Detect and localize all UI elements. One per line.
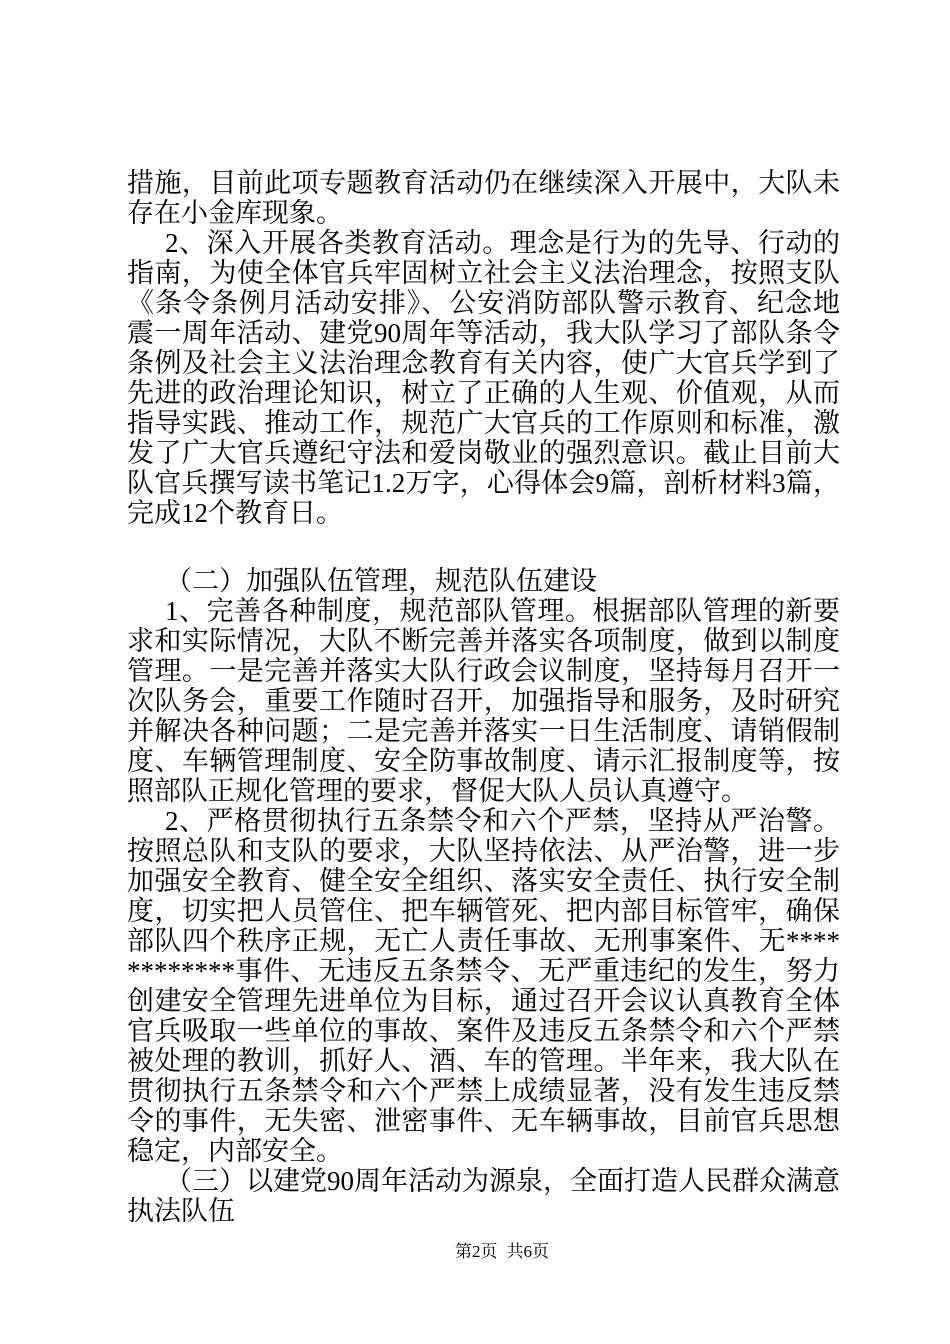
footer-total-pages: 共6页 <box>506 1242 549 1261</box>
page-footer <box>0 1242 950 1262</box>
body-paragraph-strict-discipline: 2、严格贯彻执行五条禁令和六个严禁，坚持从严治警。按照总队和支队的要求，大队坚持依法、从严治警，进一步加强安全教育、健全安全组织、落实安全责任、执行安全制度，切实把人员管住、把车辆管死、把内部目标管牢，确保部队四个秩序正规，无亡人责任事故、无刑事案件、无************事件、无违反五条禁令、无严重违纪的发生，努力创建安全管理先进单位为目标，通过召开会议认真教育全体官兵吸取一些单位的事故、案件及违反五条禁令和六个严禁被处理的教训，抓好人、酒、车的管理。半年来，我大队在贯彻执行五条禁令和六个严禁上成绩显著，没有发生违反禁令的事件，无失密、泄密事件、无车辆事故，目前官兵思想稳定，内部安全。 <box>127 806 840 1166</box>
blank-line-spacer <box>127 528 840 566</box>
section-heading-three: （三）以建党90周年活动为源泉，全面打造人民群众满意执法队伍 <box>127 1166 840 1226</box>
body-paragraph-continuation: 措施，目前此项专题教育活动仍在继续深入开展中，大队未存在小金库现象。 <box>127 168 840 228</box>
body-paragraph-education-activities: 2、深入开展各类教育活动。理念是行为的先导、行动的指南，为使全体官兵牢固树立社会主义法治理念，按照支队《条令条例月活动安排》、公安消防部队警示教育、纪念地震一周年活动、建党90周年等活动，我大队学习了部队条令条例及社会主义法治理念教育有关内容，使广大官兵学到了先进的政治理论知识，树立了正确的人生观、价值观，从而指导实践、推动工作，规范广大官兵的工作原则和标准，激发了广大官兵遵纪守法和爱岗敬业的强烈意识。截止目前大队官兵撰写读书笔记1.2万字，心得体会9篇，剖析材料3篇，完成12个教育日。 <box>127 228 840 528</box>
footer-current-page: 第2页 <box>455 1242 498 1261</box>
section-heading-two: （二）加强队伍管理，规范队伍建设 <box>165 566 597 596</box>
body-paragraph-improve-systems: 1、完善各种制度，规范部队管理。根据部队管理的新要求和实际情况，大队不断完善并落实各项制度，做到以制度管理。一是完善并落实大队行政会议制度，坚持每月召开一次队务会，重要工作随时召开，加强指导和服务，及时研究并解决各种问题；二是完善并落实一日生活制度、请销假制度、车辆管理制度、安全防事故制度、请示汇报制度等，按照部队正规化管理的要求，督促大队人员认真遵守。 <box>127 596 840 806</box>
document-text-body <box>127 168 840 1226</box>
